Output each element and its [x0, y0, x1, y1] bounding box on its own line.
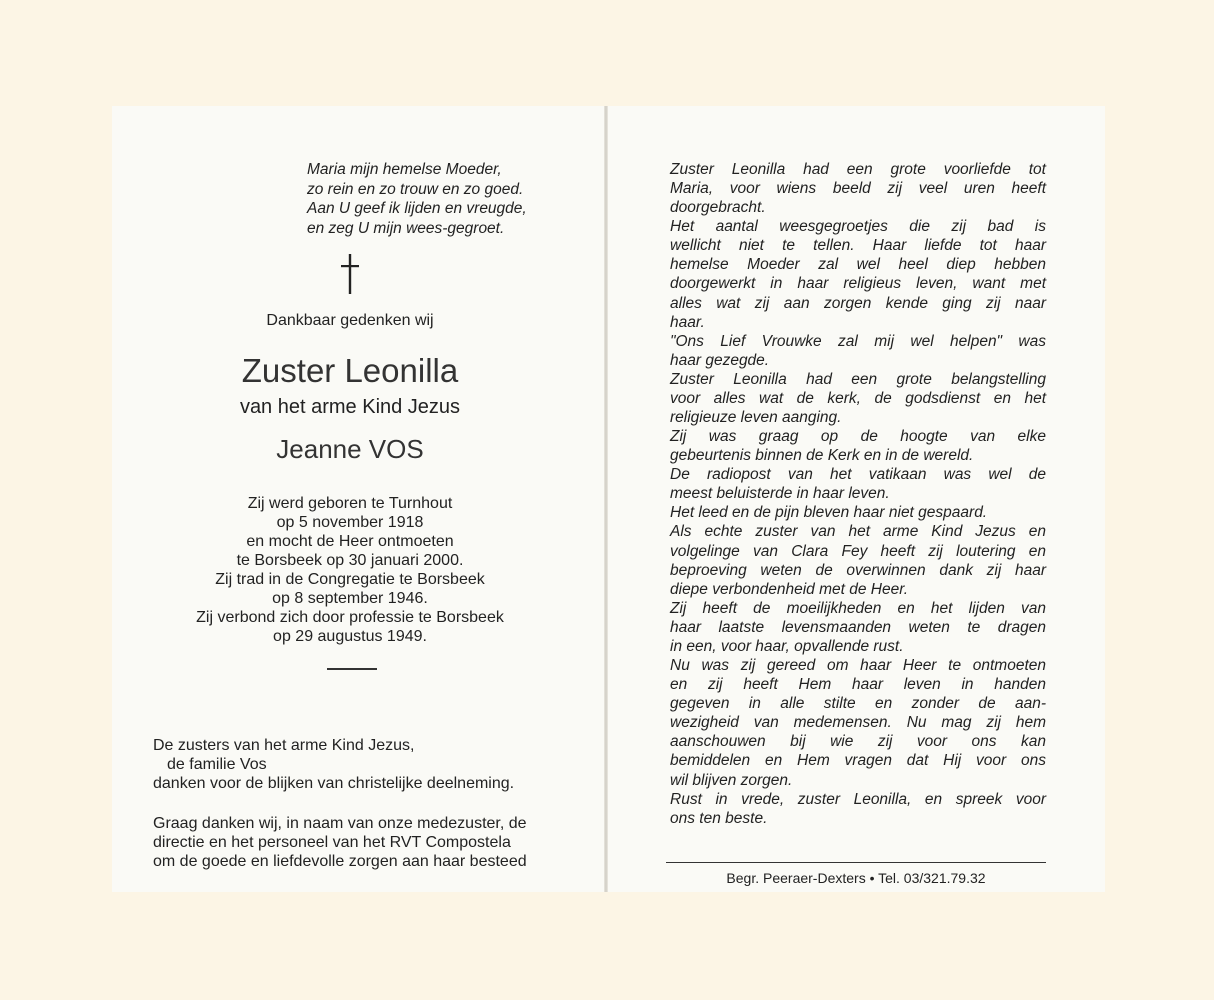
- tribute-line: Zij was graag op de hoogte van elke: [670, 428, 1046, 446]
- tribute-line: en zij heeft Hem haar leven in handen: [670, 676, 1046, 694]
- tribute-line: Als echte zuster van het arme Kind Jezus en: [670, 523, 1046, 541]
- tribute-line: doorgebracht.: [670, 199, 766, 217]
- tribute-line: Het leed en de pijn bleven haar niet gespaard.: [670, 504, 988, 522]
- thanks-line: om de goede en liefdevolle zorgen aan haar besteed: [153, 853, 527, 870]
- prayer-verse: [307, 160, 587, 238]
- thanks-line: danken voor de blijken van christelijke deelneming.: [153, 775, 515, 792]
- tribute-line: bemiddelen en Hem vragen dat Hij voor ons: [670, 752, 1046, 770]
- tribute-line: Maria, voor wiens beeld zij veel uren heeft: [670, 180, 1046, 198]
- cross-icon: [341, 254, 359, 294]
- tribute-line: Nu was zij gereed om haar Heer te ontmoeten: [670, 657, 1046, 675]
- tribute-line: Zuster Leonilla had een grote belangstelling: [670, 370, 1046, 388]
- footer-divider: [666, 862, 1046, 863]
- tribute-line: Zij heeft de moeilijkheden en het lijden van: [670, 599, 1046, 617]
- tribute-line: religieuze leven aanging.: [670, 409, 842, 427]
- bio-line: op 5 november 1918: [276, 514, 424, 531]
- prayer-line: Aan U geef ik lijden en vreugde,: [307, 200, 527, 217]
- tribute-line: wil blijven zorgen.: [670, 771, 793, 789]
- tribute-line: volgelinge van Clara Fey heeft zij loutering en: [670, 542, 1046, 560]
- tribute-line: gegeven in alle stilte en zonder de aan-: [670, 695, 1046, 713]
- tribute-line: in een, voor haar, opvallende rust.: [670, 637, 904, 655]
- tribute-line: Zuster Leonilla had een grote voorliefde tot: [670, 161, 1046, 178]
- tribute-line: haar gezegde.: [670, 351, 770, 369]
- tribute-line: "Ons Lief Vrouwke zal mij wel helpen" was: [670, 332, 1046, 350]
- right-page: [608, 106, 1105, 892]
- divider: [327, 668, 377, 670]
- bio-line: Zij trad in de Congregatie te Borsbeek: [215, 571, 485, 588]
- prayer-line: Maria mijn hemelse Moeder,: [307, 161, 502, 178]
- bio-line: Zij verbond zich door professie te Borsbeek: [196, 609, 504, 626]
- prayer-line: en zeg U mijn wees-gegroet.: [307, 219, 505, 237]
- memorial-card: [112, 106, 1105, 892]
- tribute-line: diepe verbondenheid met de Heer.: [670, 580, 909, 598]
- thanks-line: directie en het personeel van het RVT Compostela: [153, 834, 511, 851]
- tribute-text: [670, 160, 1046, 828]
- left-page: [112, 106, 604, 892]
- bio-line: op 8 september 1946.: [272, 590, 428, 607]
- tribute-line: beproeving weten de overwinnen dank zij haar: [670, 561, 1046, 579]
- tribute-line: alles wat zij aan zorgen kende ging zij naar: [670, 294, 1046, 312]
- thanks-line: de familie Vos: [167, 756, 267, 773]
- tribute-line: wellicht niet te tellen. Haar liefde tot haar: [670, 237, 1046, 255]
- tribute-line: Het aantal weesgegroetjes die zij bad is: [670, 218, 1046, 236]
- thanks-line: De zusters van het arme Kind Jezus,: [153, 737, 415, 754]
- tribute-line: hemelse Moeder zal wel heel diep hebben: [670, 256, 1046, 274]
- tribute-line: De radiopost van het vatikaan was wel de: [670, 466, 1046, 484]
- bio-line: Zij werd geboren te Turnhout: [247, 495, 453, 512]
- thanks-line: Graag danken wij, in naam van onze medezuster, de: [153, 815, 527, 832]
- tribute-line: gebeurtenis binnen de Kerk en in de wereld.: [670, 447, 974, 465]
- tribute-line: haar.: [670, 313, 705, 331]
- tribute-line: haar laatste levensmaanden weten te dragen: [670, 618, 1046, 636]
- tribute-line: aanschouwen bij wie zij voor ons kan: [670, 733, 1046, 751]
- tribute-line: meest beluisterde in haar leven.: [670, 485, 890, 503]
- family-thanks: [153, 736, 573, 793]
- deceased-name: Zuster Leonilla: [241, 352, 459, 389]
- tribute-line: ons ten beste.: [670, 809, 768, 827]
- bio-line: en mocht de Heer ontmoeten: [246, 533, 454, 550]
- tribute-line: voor alles wat de kerk, de godsdienst en het: [670, 389, 1046, 407]
- care-thanks: [153, 814, 573, 871]
- tribute-line: Rust in vrede, zuster Leonilla, en spreek voor: [670, 790, 1046, 808]
- prayer-line: zo rein en zo trouw en zo goed.: [307, 180, 524, 198]
- tribute-line: doorgewerkt in haar religieus leven, want met: [670, 275, 1046, 293]
- biography: [112, 494, 588, 646]
- civil-name: Jeanne VOS: [276, 434, 424, 464]
- bio-line: te Borsbeek op 30 januari 2000.: [236, 552, 464, 569]
- bio-line: op 29 augustus 1949.: [273, 628, 427, 645]
- tribute-line: wezigheid van medemensen. Nu mag zij hem: [670, 714, 1046, 732]
- intro-text: Dankbaar gedenken wij: [266, 312, 434, 329]
- printer-credit: Begr. Peeraer-Dexters • Tel. 03/321.79.32: [726, 870, 986, 886]
- religious-order: van het arme Kind Jezus: [239, 396, 461, 418]
